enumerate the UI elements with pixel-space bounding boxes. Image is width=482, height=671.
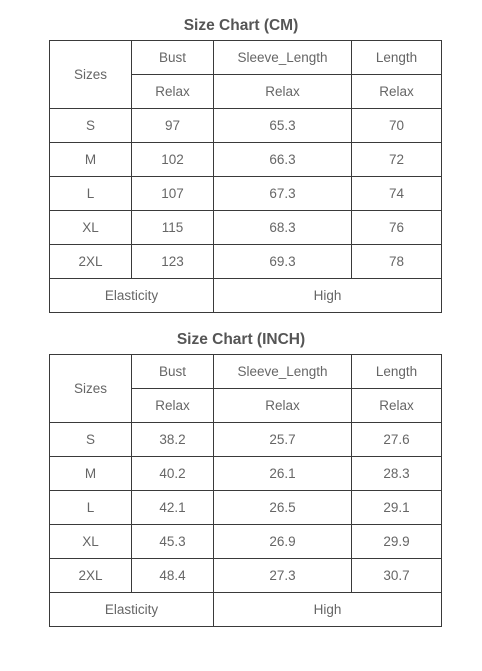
sleeve-length-cell: 66.3 (214, 143, 352, 177)
bust-header: Bust (132, 41, 214, 75)
sleeve-length-cell: 26.1 (214, 457, 352, 491)
size-cell: L (50, 491, 132, 525)
sleeve-length-cell: 27.3 (214, 559, 352, 593)
bust-cell: 38.2 (132, 423, 214, 457)
length-cell: 74 (352, 177, 442, 211)
length-header: Length (352, 41, 442, 75)
length-cell: 27.6 (352, 423, 442, 457)
table-row (50, 491, 442, 525)
size-cell: 2XL (50, 559, 132, 593)
bust-cell: 97 (132, 109, 214, 143)
bust-header: Bust (132, 355, 214, 389)
sleeve-length-cell: 67.3 (214, 177, 352, 211)
table-row (50, 143, 442, 177)
length-header: Length (352, 355, 442, 389)
size-chart-inch (0, 326, 482, 617)
length-cell: 28.3 (352, 457, 442, 491)
length-cell: 76 (352, 211, 442, 245)
table-row (50, 109, 442, 143)
size-table-inch (49, 354, 442, 627)
table-row (50, 177, 442, 211)
length-cell: 30.7 (352, 559, 442, 593)
size-chart-cm-title: Size Chart (CM) (183, 17, 299, 34)
bust-cell: 40.2 (132, 457, 214, 491)
bust-cell: 42.1 (132, 491, 214, 525)
size-cell: XL (50, 525, 132, 559)
table-row (50, 423, 442, 457)
length-cell: 29.9 (352, 525, 442, 559)
bust-cell: 48.4 (132, 559, 214, 593)
sleeve-length-cell: 26.5 (214, 491, 352, 525)
header-row (50, 355, 442, 389)
size-cell: L (50, 177, 132, 211)
elasticity-value: High (214, 593, 442, 627)
bust-fit-subheader: Relax (132, 389, 214, 423)
table-row (50, 525, 442, 559)
size-chart-cm (0, 12, 482, 303)
sleeve-fit-subheader: Relax (214, 389, 352, 423)
length-cell: 70 (352, 109, 442, 143)
elasticity-label: Elasticity (50, 279, 214, 313)
sleeve-length-header: Sleeve_Length (214, 41, 352, 75)
table-row (50, 211, 442, 245)
size-chart-inch-title: Size Chart (INCH) (176, 331, 306, 348)
bust-cell: 102 (132, 143, 214, 177)
bust-cell: 45.3 (132, 525, 214, 559)
bust-cell: 107 (132, 177, 214, 211)
sleeve-length-cell: 65.3 (214, 109, 352, 143)
sizes-header: Sizes (50, 41, 132, 109)
bust-cell: 115 (132, 211, 214, 245)
sleeve-length-cell: 68.3 (214, 211, 352, 245)
table-row (50, 559, 442, 593)
length-cell: 78 (352, 245, 442, 279)
size-cell: M (50, 457, 132, 491)
elasticity-row (50, 593, 442, 627)
elasticity-value: High (214, 279, 442, 313)
table-row (50, 245, 442, 279)
size-cell: M (50, 143, 132, 177)
size-cell: 2XL (50, 245, 132, 279)
sleeve-length-cell: 26.9 (214, 525, 352, 559)
size-table-cm (49, 40, 442, 313)
length-fit-subheader: Relax (352, 75, 442, 109)
elasticity-row (50, 279, 442, 313)
length-cell: 29.1 (352, 491, 442, 525)
length-cell: 72 (352, 143, 442, 177)
sleeve-length-header: Sleeve_Length (214, 355, 352, 389)
sleeve-length-cell: 69.3 (214, 245, 352, 279)
bust-cell: 123 (132, 245, 214, 279)
sleeve-length-cell: 25.7 (214, 423, 352, 457)
sleeve-fit-subheader: Relax (214, 75, 352, 109)
elasticity-label: Elasticity (50, 593, 214, 627)
length-fit-subheader: Relax (352, 389, 442, 423)
size-cell: S (50, 423, 132, 457)
sizes-header: Sizes (50, 355, 132, 423)
table-row (50, 457, 442, 491)
size-cell: XL (50, 211, 132, 245)
bust-fit-subheader: Relax (132, 75, 214, 109)
header-row (50, 41, 442, 75)
size-cell: S (50, 109, 132, 143)
